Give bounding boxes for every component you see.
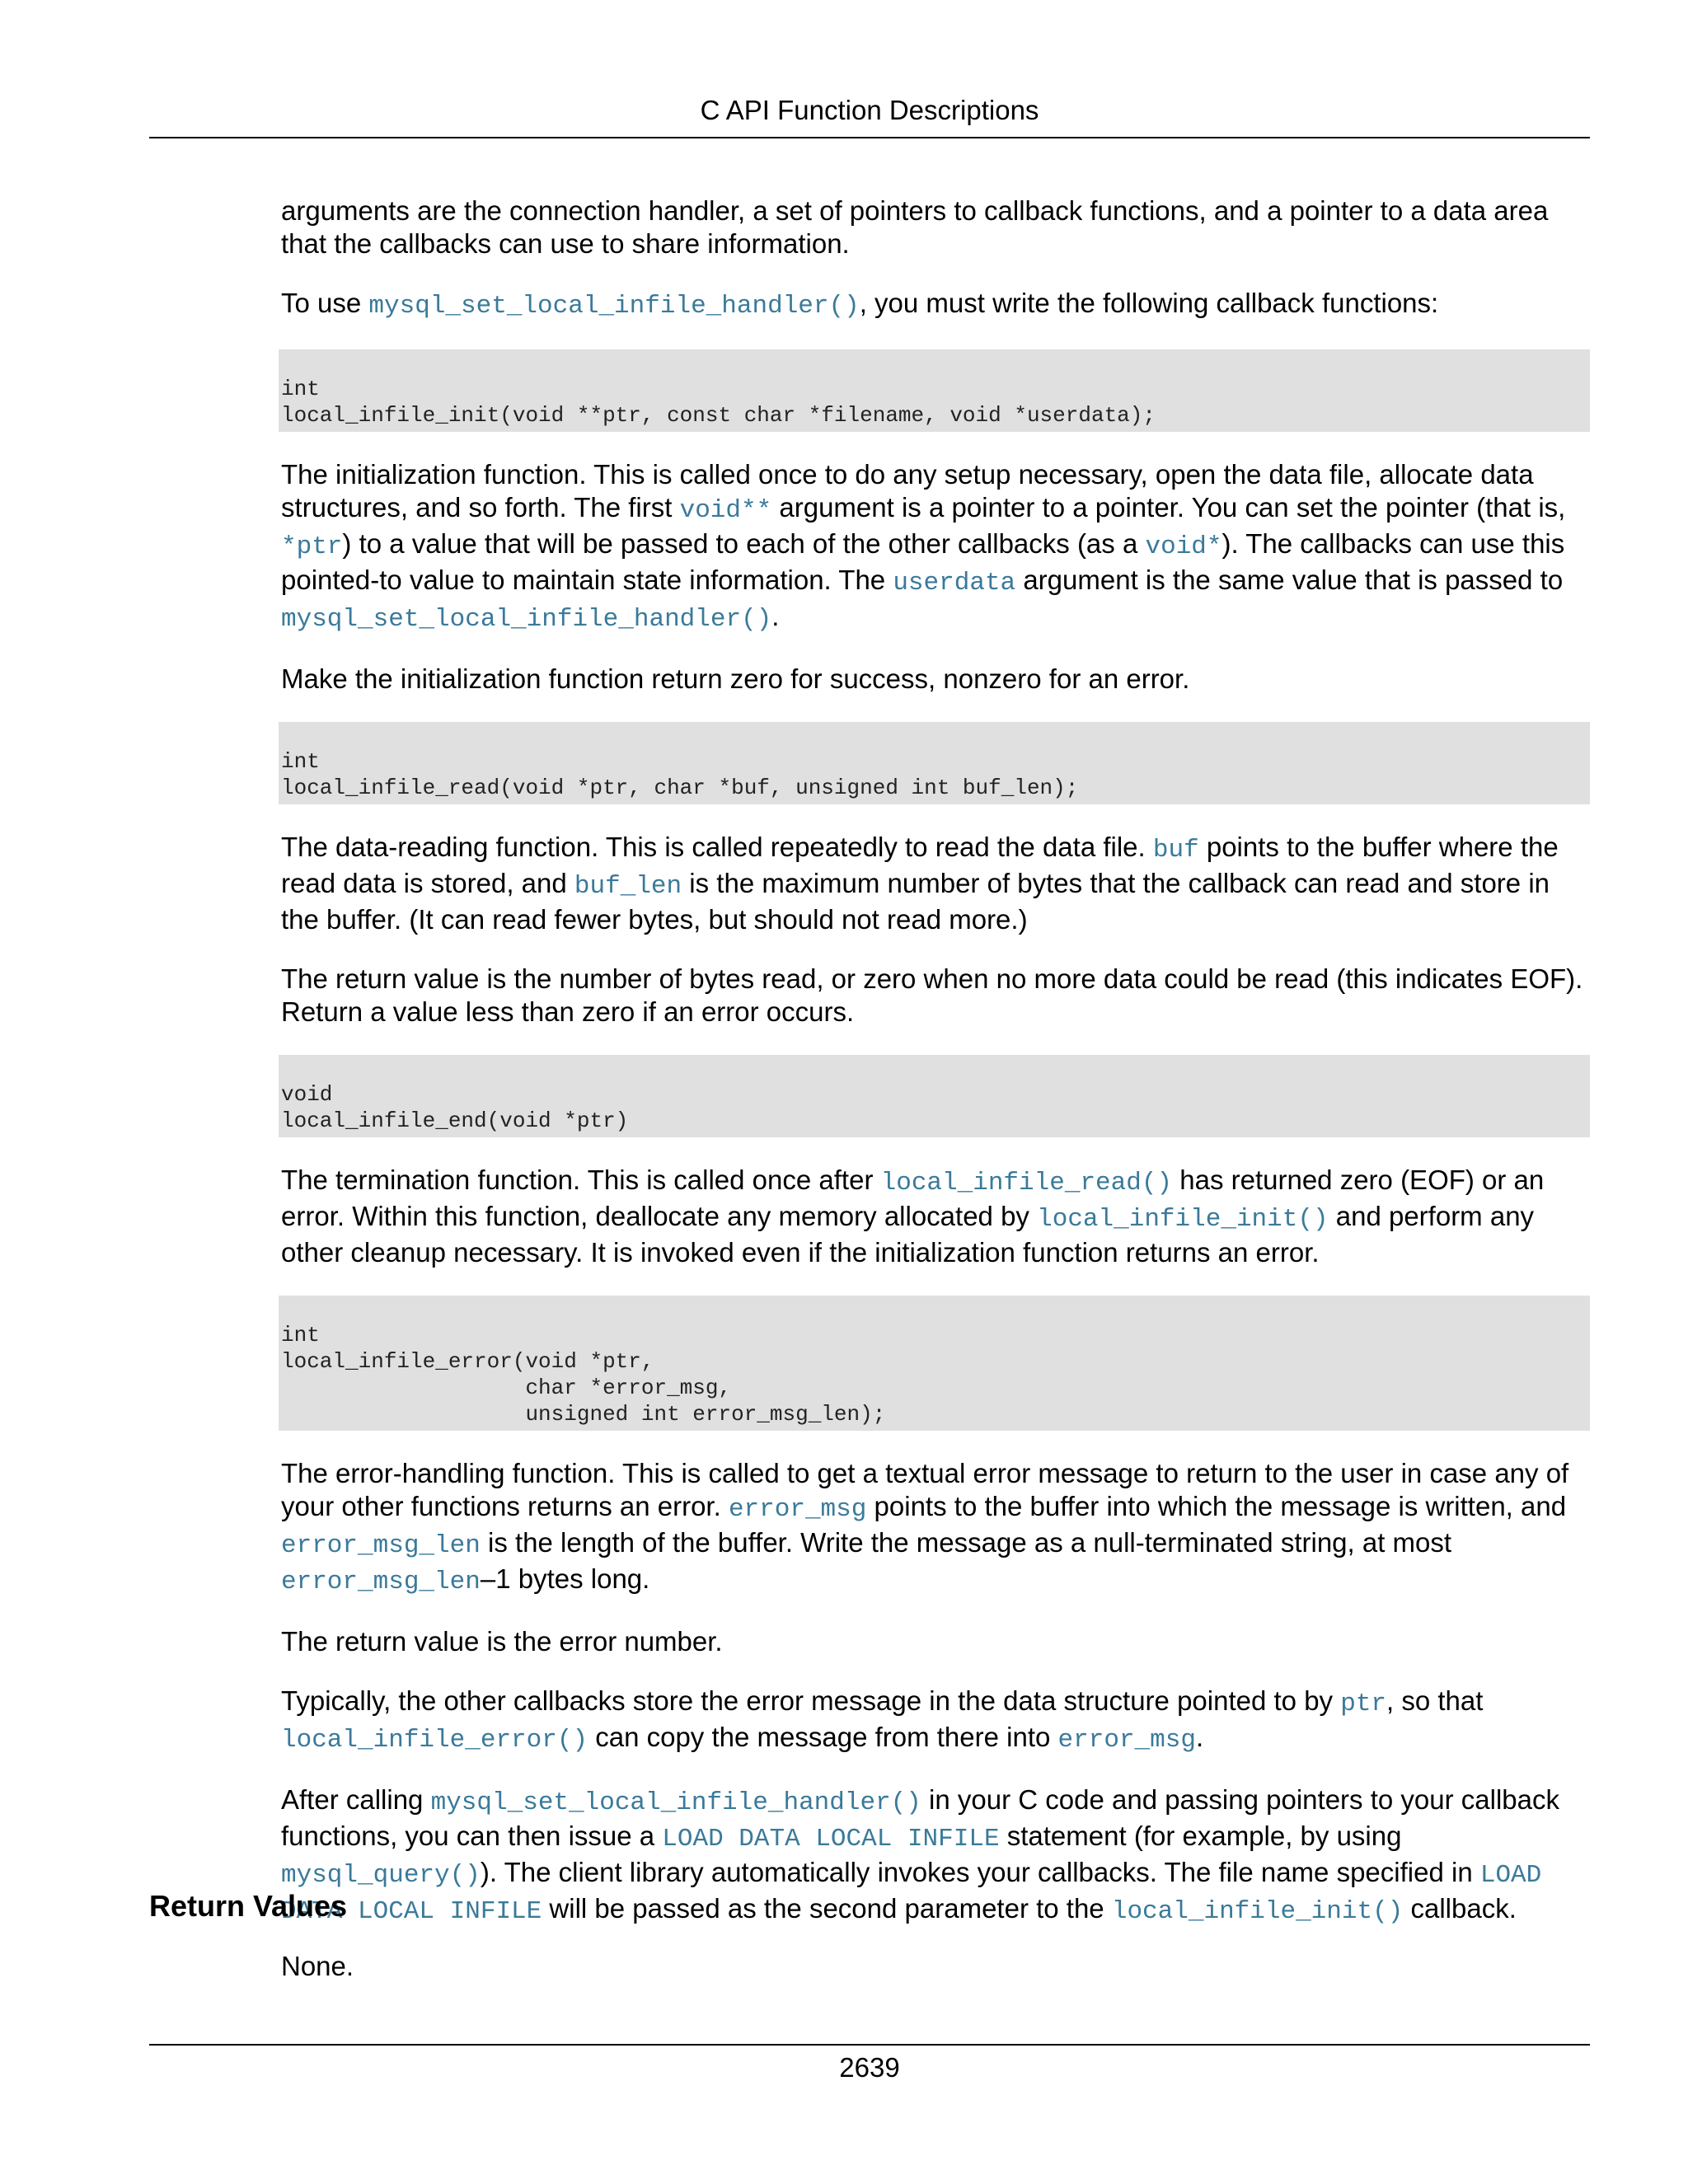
text: , so that	[1386, 1685, 1484, 1716]
text: in your C code and passing pointers to your callback functions, you can then issue a	[281, 1784, 1559, 1851]
text: has returned zero (EOF) or an error. Within this function, deallocate any memory allocated by	[281, 1165, 1545, 1231]
paragraph-after-calling	[281, 1783, 1590, 1929]
text: .	[771, 601, 780, 631]
code-block-local-infile-error: int local_infile_error(void *ptr, char *error_msg, unsigned int error_msg_len);	[279, 1296, 1590, 1431]
function-link-mysql-query[interactable]: mysql_query()	[281, 1861, 481, 1890]
paragraph-read-function	[281, 831, 1590, 936]
text: The initialization function. This is called once to do any setup necessary, open the data file, allocate data structures, and so forth. The first	[281, 459, 1534, 523]
text: callback.	[1403, 1893, 1517, 1924]
paragraph-error-function	[281, 1457, 1590, 1599]
code-error-msg-len: error_msg_len	[281, 1531, 481, 1560]
paragraph-end-function	[281, 1164, 1590, 1269]
text: The termination function. This is called once after	[281, 1165, 881, 1195]
text: To use	[281, 288, 369, 318]
text: , you must write the following callback functions:	[859, 288, 1439, 318]
code-buf: buf	[1152, 836, 1199, 865]
function-link-mysql-set-local-infile-handler[interactable]: mysql_set_local_infile_handler()	[430, 1788, 921, 1817]
text: –1 bytes long.	[480, 1563, 650, 1594]
link-load-data-local-infile[interactable]: LOAD DATA LOCAL INFILE	[662, 1825, 1000, 1854]
text: .	[1195, 1722, 1204, 1752]
text: Typically, the other callbacks store the error message in the data structure pointed to by	[281, 1685, 1341, 1716]
text: can copy the message from there into	[588, 1722, 1058, 1752]
code-void-p: void*	[1145, 532, 1222, 561]
code-block-local-infile-read: int local_infile_read(void *ptr, char *buf, unsigned int buf_len);	[279, 722, 1590, 804]
header-divider	[149, 137, 1590, 138]
text: is the length of the buffer. Write the message as a null-terminated string, at most	[480, 1527, 1452, 1558]
paragraph-typically	[281, 1685, 1590, 1757]
code-block-local-infile-end: void local_infile_end(void *ptr)	[279, 1055, 1590, 1137]
link-load-data-local-infile[interactable]: LOAD DATA LOCAL INFILE	[281, 1861, 1542, 1926]
text: The data-reading function. This is called repeatedly to read the data file.	[281, 832, 1153, 862]
text: ) to a value that will be passed to each of the other callbacks (as a	[342, 528, 1146, 559]
code-ptr: ptr	[1340, 1690, 1387, 1718]
function-link-local-infile-init[interactable]: local_infile_init()	[1111, 1897, 1404, 1926]
paragraph-read-return: The return value is the number of bytes read, or zero when no more data could be read (this indicates EOF). Return a value less than zero if an error occurs.	[281, 963, 1583, 1027]
function-link-local-infile-init[interactable]: local_infile_init()	[1037, 1205, 1329, 1234]
text: ). The callbacks can use this pointed-to value to maintain state information. The	[281, 528, 1565, 595]
text: ). The client library automatically invokes your callbacks. The file name specified in	[480, 1857, 1480, 1887]
text: statement (for example, by using	[999, 1821, 1402, 1851]
paragraph-to-use	[281, 287, 1590, 323]
code-error-msg: error_msg	[728, 1495, 867, 1524]
code-void-pp: void**	[679, 496, 772, 525]
return-values-text: None.	[281, 1951, 354, 1981]
page-number: 2639	[839, 2052, 900, 2083]
text: The error-handling function. This is called to get a textual error message to return to the user in case any of your other functions returns an error.	[281, 1458, 1569, 1521]
function-link-mysql-set-local-infile-handler[interactable]: mysql_set_local_infile_handler()	[281, 605, 772, 634]
text: and perform any other cleanup necessary. It is invoked even if the initialization function returns an error.	[281, 1201, 1535, 1268]
function-link-local-infile-read[interactable]: local_infile_read()	[880, 1169, 1173, 1197]
code-error-msg: error_msg	[1057, 1726, 1196, 1755]
footer-divider	[149, 2044, 1590, 2046]
function-link-mysql-set-local-infile-handler[interactable]: mysql_set_local_infile_handler()	[368, 292, 860, 321]
text: points to the buffer where the read data is stored, and	[281, 832, 1559, 898]
code-buf-len: buf_len	[574, 872, 682, 901]
text: argument is a pointer to a pointer. You can set the pointer (that is,	[771, 492, 1566, 523]
code-userdata: userdata	[893, 569, 1016, 598]
text: points to the buffer into which the message is written, and	[866, 1491, 1567, 1521]
paragraph-init-function	[281, 458, 1590, 636]
paragraph-error-return: The return value is the error number.	[281, 1626, 723, 1657]
code-block-local-infile-init: int local_infile_init(void **ptr, const char *filename, void *userdata);	[279, 349, 1590, 432]
code-error-msg-len: error_msg_len	[281, 1568, 481, 1596]
paragraph-init-return: Make the initialization function return zero for success, nonzero for an error.	[281, 663, 1190, 694]
text: After calling	[281, 1784, 431, 1815]
text: will be passed as the second parameter to the	[542, 1893, 1112, 1924]
text: argument is the same value that is passed to	[1015, 565, 1564, 595]
page-header: C API Function Descriptions	[700, 95, 1039, 125]
text: is the maximum number of bytes that the callback can read and store in the buffer. (It can read fewer bytes, but should not read more.)	[281, 868, 1550, 935]
section-title-return-values: Return Values	[149, 1889, 348, 1923]
main-content	[281, 194, 1590, 1955]
function-link-local-infile-error[interactable]: local_infile_error()	[281, 1726, 588, 1755]
paragraph-arguments: arguments are the connection handler, a set of pointers to callback functions, and a pointer to a data area that the callbacks can use to share information.	[281, 195, 1549, 259]
code-ptr: *ptr	[281, 532, 343, 561]
